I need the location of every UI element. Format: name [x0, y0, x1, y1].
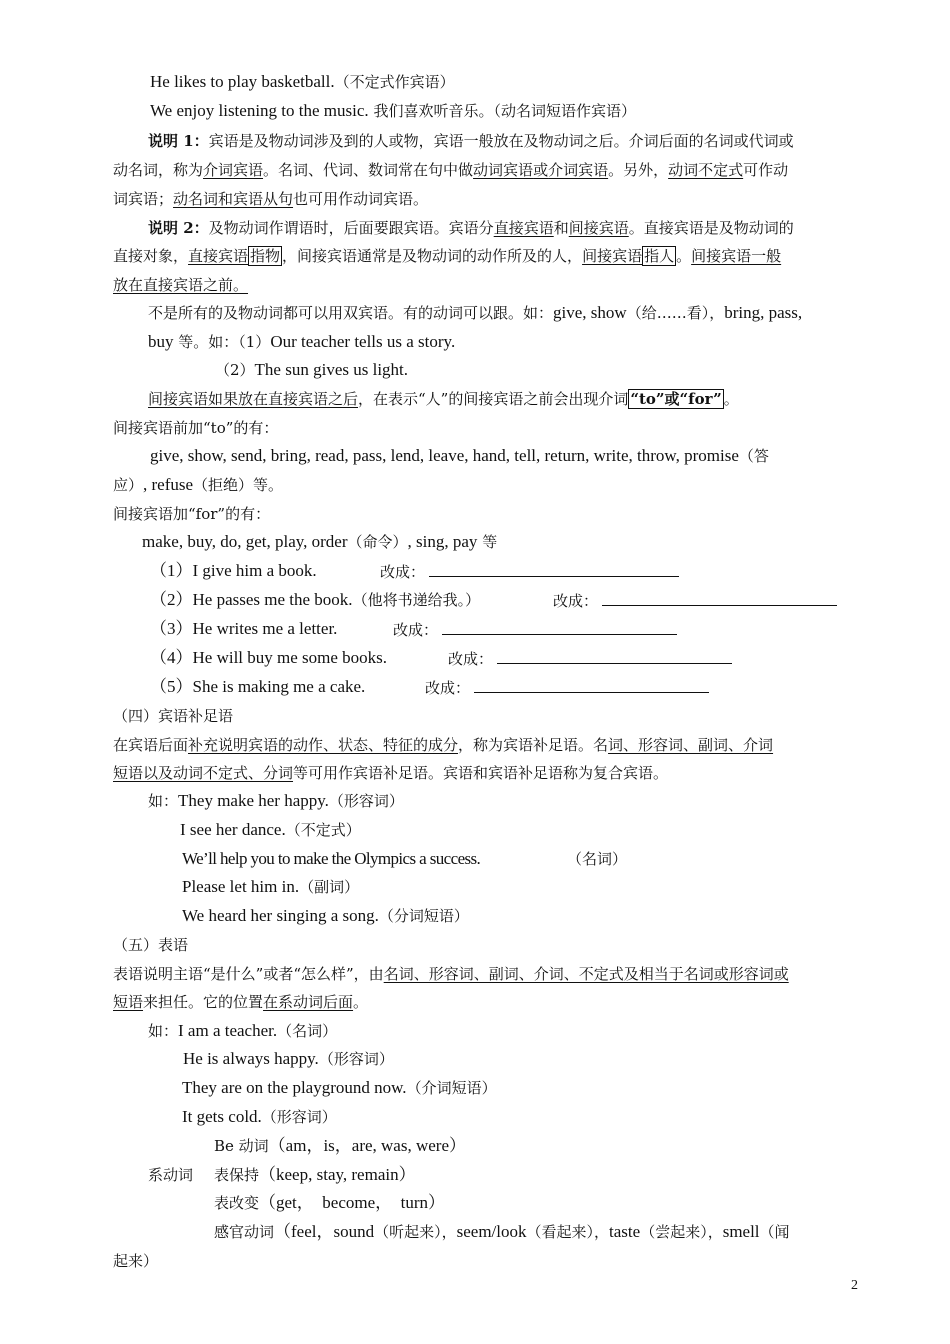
section-4-example: 如：They make her happy.（形容词）: [148, 791, 404, 810]
exercise-item: （5）She is making me a cake.: [150, 677, 366, 696]
for-heading: 间接宾语加“for”的有：: [113, 505, 271, 523]
example-sentence: We enjoy listening to the music. 我们喜欢听音乐。（动名词短语作宾语）: [150, 101, 636, 120]
section-5-example: They are on the playground now.（介词短语）: [182, 1078, 497, 1097]
note-1-line: 说明 1：宾语是及物动词涉及到的人或物，宾语一般放在及物动词之后。介词后面的名词或代词或: [148, 132, 794, 150]
note-2-line: 说明 2：及物动词作谓语时，后面要跟宾语。宾语分直接宾语和间接宾语。直接宾语是及物动词的: [148, 219, 794, 237]
linking-verb-row: Be 动词（am，is，are, was, were）: [214, 1136, 466, 1155]
section-4-example: We’ll help you to make the Olympics a success.: [182, 849, 481, 868]
double-object-line: 不是所有的及物动词都可以用双宾语。有的动词可以跟。如：give, show（给……看），bring, pass,: [148, 303, 803, 322]
note-2-line: 直接对象，直接宾语 指物 ，间接宾语通常是及物动词的动作所及的人，间接宾语 指人 。间接宾语一般: [113, 247, 782, 265]
section-heading: （四）宾语补足语: [113, 707, 234, 725]
section-4-definition: 短语以及动词不定式、分词等可用作宾语补足语。宾语和宾语补足语称为复合宾语。: [113, 764, 669, 782]
exercise-item: （2）He passes me the book.（他将书递给我。）: [150, 590, 481, 609]
for-verb-list: make, buy, do, get, play, order（命令）, sing, pay 等: [142, 532, 498, 551]
exercise-answer: 改成：: [553, 590, 837, 611]
linking-verb-row: 感官动词（feel，sound（听起来），seem/look（看起来），taste（尝起来），smell（闻: [214, 1222, 790, 1241]
linking-verb-label: 系动词: [148, 1166, 194, 1184]
double-object-line: buy 等。如：（1）Our teacher tells us a story.: [148, 332, 456, 351]
section-4-definition: 在宾语后面补充说明宾语的动作、状态、特征的成分，称为宾语补足语。名词、形容词、副词、介词: [113, 736, 774, 754]
to-heading: 间接宾语前加“to”的有：: [113, 419, 279, 437]
section-4-example-label: （名词）: [567, 850, 628, 868]
exercise-answer: 改成：: [425, 677, 709, 698]
exercise-item: （1）I give him a book.: [150, 561, 317, 580]
exercise-answer: 改成：: [380, 561, 679, 582]
answer-blank[interactable]: [497, 648, 732, 664]
section-5-example: It gets cold.（形容词）: [182, 1107, 337, 1126]
answer-blank[interactable]: [474, 677, 709, 693]
exercise-answer: 改成：: [393, 619, 677, 640]
answer-blank[interactable]: [442, 619, 677, 635]
linking-verb-row: 表保持（keep, stay, remain）: [214, 1165, 416, 1184]
note-1-line: 动名词，称为介词宾语。名词、代词、数词常在句中做动词宾语或介词宾语。另外，动词不定式可作动: [113, 161, 789, 179]
linking-verb-row: 表改变（get， become， turn）: [214, 1193, 446, 1212]
exercise-item: （4）He will buy me some books.: [150, 648, 388, 667]
note-2-line: 放在直接宾语之前。: [113, 276, 249, 294]
section-5-definition: 短语来担任。它的位置在系动词后面。: [113, 993, 369, 1011]
exercise-answer: 改成：: [448, 648, 732, 669]
section-4-example: I see her dance.（不定式）: [180, 820, 361, 839]
example-sentence: He likes to play basketball.（不定式作宾语）: [150, 72, 455, 91]
section-5-example: He is always happy.（形容词）: [183, 1049, 394, 1068]
section-5-definition: 表语说明主语“是什么”或者“怎么样”，由名词、形容词、副词、介词、不定式及相当于名词或形容词或: [113, 965, 789, 983]
to-verb-list: give, show, send, bring, read, pass, lend, leave, hand, tell, return, write, throw, promise（答: [150, 446, 769, 465]
page-number: 2: [851, 1278, 858, 1293]
section-heading: （五）表语: [113, 936, 189, 954]
answer-blank[interactable]: [429, 561, 679, 577]
section-5-example: 如：I am a teacher.（名词）: [148, 1021, 338, 1040]
exercise-item: （3）He writes me a letter.: [150, 619, 338, 638]
linking-verb-row: 起来）: [113, 1252, 159, 1270]
note-1-line: 词宾语；动名词和宾语从句也可用作动词宾语。: [113, 190, 429, 208]
section-4-example: We heard her singing a song.（分词短语）: [182, 906, 469, 925]
to-verb-list: 应）, refuse（拒绝）等。: [113, 475, 284, 494]
rule-line: 间接宾语如果放在直接宾语之后，在表示“人”的间接宾语之前会出现介词 “to”或“for” 。: [148, 390, 739, 408]
section-4-example: Please let him in.（副词）: [182, 877, 360, 896]
answer-blank[interactable]: [602, 590, 837, 606]
double-object-line: （2）The sun gives us light.: [215, 360, 409, 379]
